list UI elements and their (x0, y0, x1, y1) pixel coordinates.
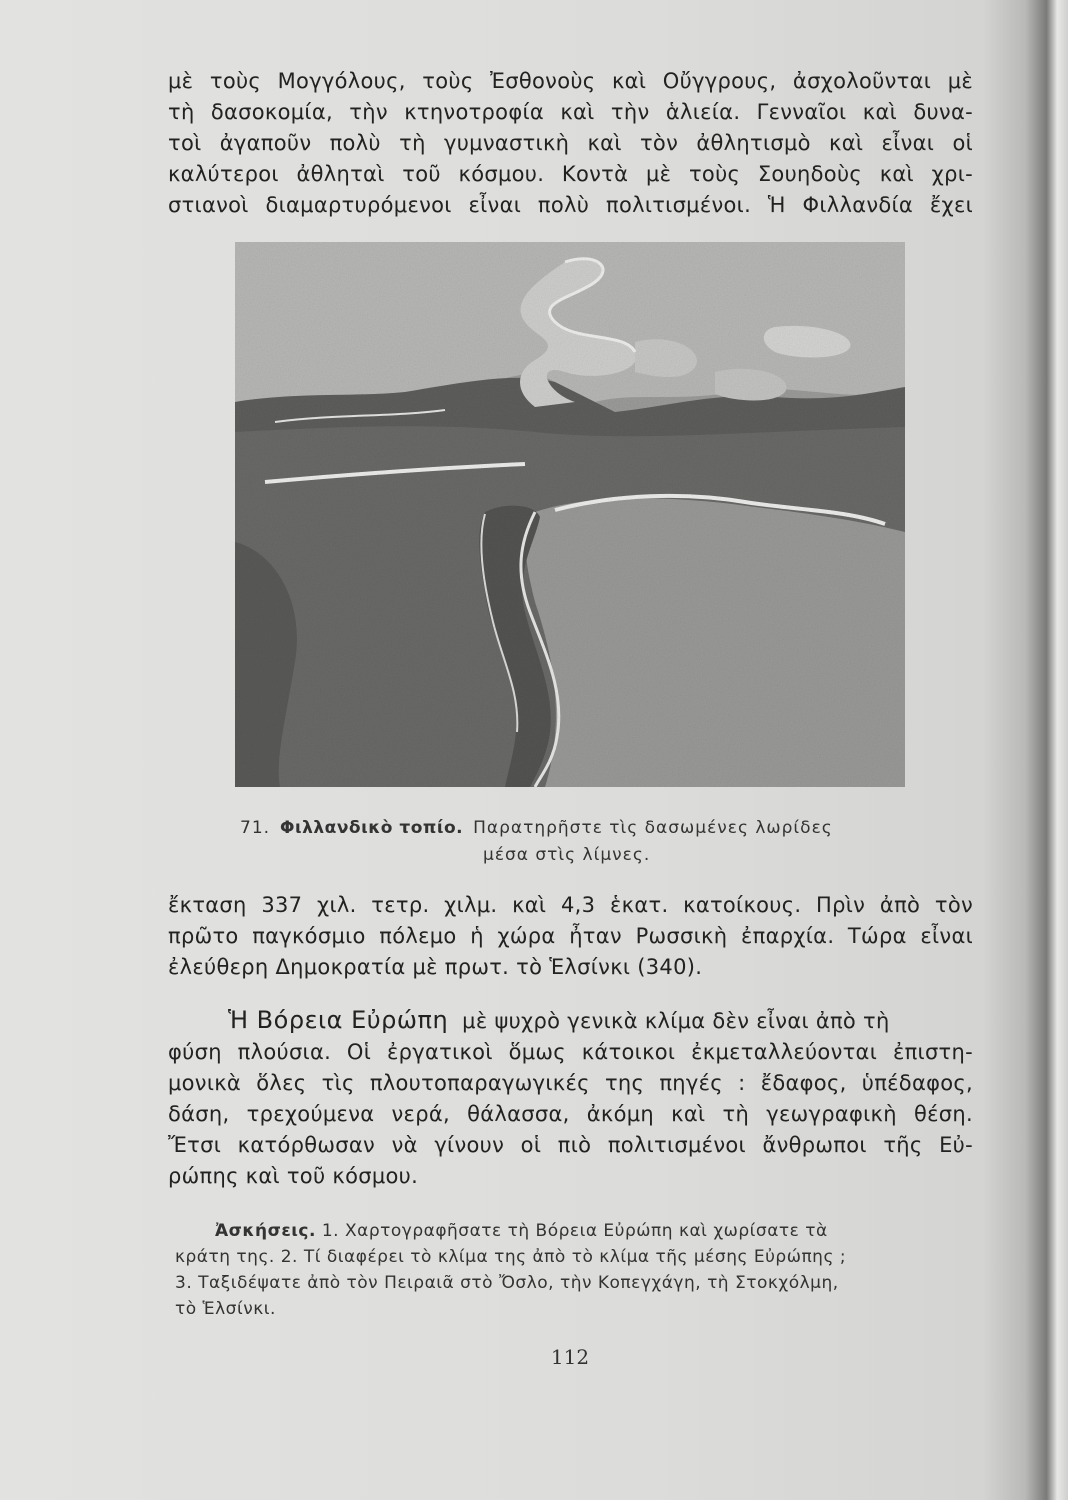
text-line: ἔκταση 337 χιλ. τετρ. χιλμ. καὶ 4,3 ἑκατ. κατοίκους. Πρὶν ἀπὸ τὸν (168, 893, 973, 917)
text-line: Ἔτσι κατόρθωσαν νὰ γίνουν οἱ πιὸ πολιτισμένοι ἄνθρωποι τῆς Εὐ- (168, 1133, 973, 1157)
page-number: 112 (550, 1345, 590, 1369)
section-heading: Ἡ Βόρεια Εὐρώπη (228, 1006, 449, 1034)
top-paragraph (168, 66, 973, 221)
text-line: μονικὰ ὅλες τὶς πλουτοπαραγωγικές της πηγές : ἔδαφος, ὑπέδαφος, (168, 1071, 973, 1095)
exercise-line (175, 1218, 975, 1244)
section-first-line (168, 1005, 973, 1037)
caption-text-continued: μέσα στὶς λίμνες. (483, 845, 651, 865)
caption-text: Παρατηρῆστε τὶς δασωμένες λωρίδες (473, 818, 833, 838)
text-line: ρώπης καὶ τοῦ κόσμου. (168, 1164, 419, 1188)
lake-landscape-illustration (235, 242, 905, 787)
text-line: πρῶτο παγκόσμιο πόλεμο ἡ χώρα ἦταν Ρωσσικὴ ἐπαρχία. Τώρα εἶναι (168, 924, 973, 948)
text-line: καλύτεροι ἀθληταὶ τοῦ κόσμου. Κοντὰ μὲ τοὺς Σουηδοὺς καὶ χρι- (168, 162, 973, 186)
text-line: φύση πλούσια. Οἱ ἐργατικοὶ ὅμως κάτοικοι ἐκμεταλλεύονται ἐπιστη- (168, 1040, 973, 1064)
exercises-label: Ἀσκήσεις. (215, 1221, 316, 1241)
figure-title: Φιλλανδικὸ τοπίο. (280, 818, 464, 838)
figure-caption (240, 815, 940, 869)
exercise-line: κράτη της. 2. Τί διαφέρει τὸ κλίμα της ἀπὸ τὸ κλίμα τῆς μέσης Εὐρώπης ; (175, 1247, 847, 1267)
text-line: ἐλεύθερη Δημοκρατία μὲ πρωτ. τὸ Ἑλσίνκι (340). (168, 955, 703, 979)
figure-number: 71. (240, 818, 271, 838)
text-line: μὲ τοὺς Μογγόλους, τοὺς Ἐσθονοὺς καὶ Οὔγγρους, ἀσχολοῦνται μὲ (168, 69, 973, 93)
text-line: τὴ δασοκομία, τὴν κτηνοτροφία καὶ τὴν ἁλιεία. Γενναῖοι καὶ δυνα- (168, 100, 973, 124)
section-first-line-text: μὲ ψυχρὸ γενικὰ κλίμα δὲν εἶναι ἀπὸ τὴ (462, 1009, 890, 1033)
text-line: δάση, τρεχούμενα νερά, θάλασσα, ἀκόμη καὶ τὴ γεωγραφικὴ θέση. (168, 1102, 973, 1126)
exercises-block (175, 1218, 975, 1322)
exercise-text: 1. Χαρτογραφῆσατε τὴ Βόρεια Εὐρώπη καὶ χωρίσατε τὰ (321, 1221, 828, 1241)
finnish-landscape-photo (235, 242, 905, 787)
exercise-line: τὸ Ἑλσίνκι. (175, 1299, 276, 1319)
northern-europe-section (168, 1005, 973, 1192)
text-line: τοὶ ἀγαποῦν πολὺ τὴ γυμναστικὴ καὶ τὸν ἀθλητισμὸ καὶ εἶναι οἱ (168, 131, 973, 155)
text-line: στιανοὶ διαμαρτυρόμενοι εἶναι πολὺ πολιτισμένοι. Ἡ Φιλλανδία ἔχει (168, 193, 973, 217)
exercise-line: 3. Ταξιδέψατε ἀπὸ τὸν Πειραιᾶ στὸ Ὄσλο, τὴν Κοπεγχάγη, τὴ Στοκχόλμη, (175, 1273, 839, 1293)
middle-paragraph (168, 890, 973, 983)
